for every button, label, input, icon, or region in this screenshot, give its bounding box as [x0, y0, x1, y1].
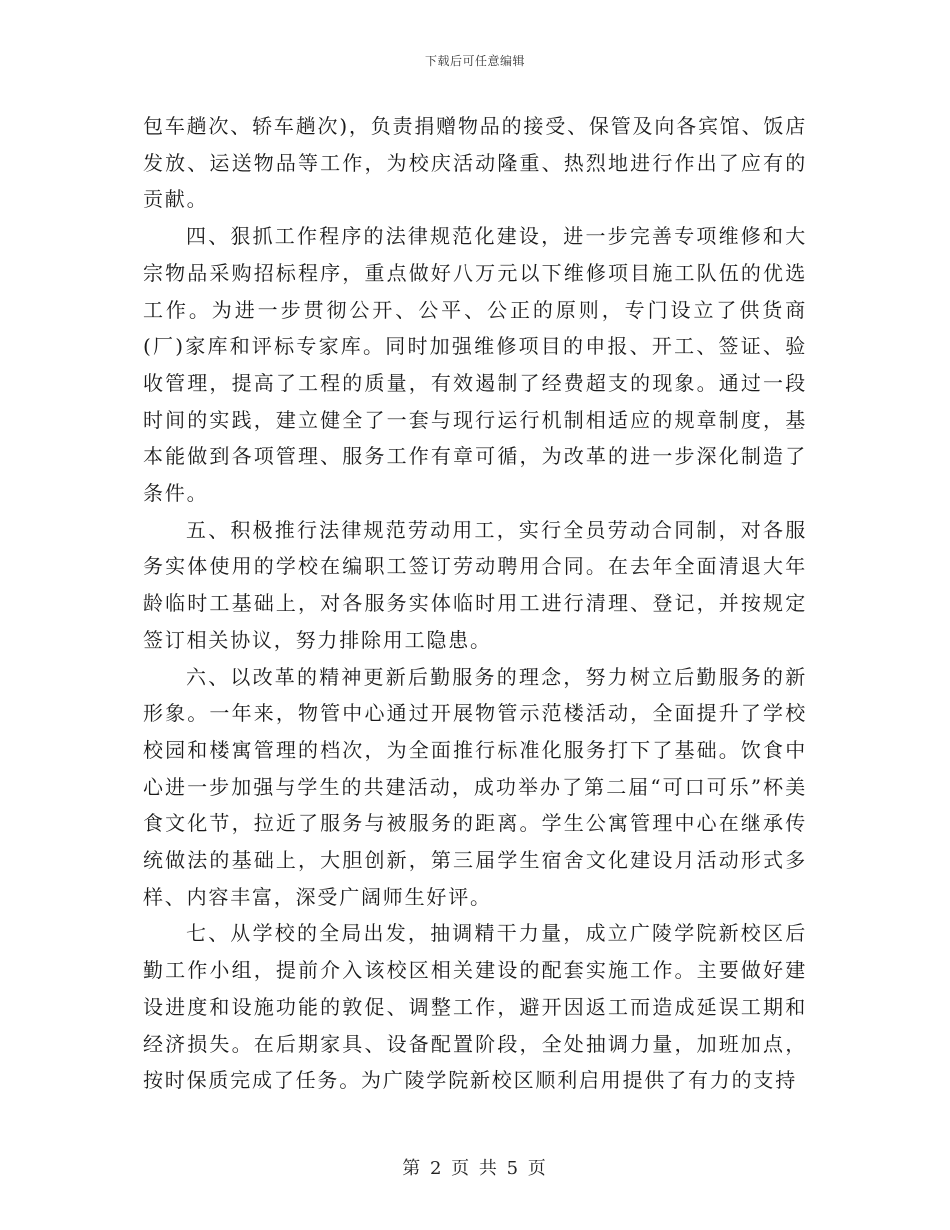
paragraph-section-7: 七、从学校的全局出发，抽调精干力量，成立广陵学院新校区后勤工作小组，提前介入该校区相关建设的配套实施工作。主要做好建设进度和设施功能的敦促、调整工作，避开因返工而造成延误工期和经济损失。在后期家具、设备配置阶段，全处抽调力量，加班加点，按时保质完成了任务。为广陵学院新校区顺利启用提供了有力的支持	[143, 921, 807, 1093]
document-body	[143, 108, 807, 1099]
paragraph-section-6: 六、以改革的精神更新后勤服务的理念，努力树立后勤服务的新形象。一年来，物管中心通过开展物管示范楼活动，全面提升了学校校园和楼寓管理的档次，为全面推行标准化服务打下了基础。饮食中心进一步加强与学生的共建活动，成功举办了第二届“可口可乐”杯美食文化节，拉近了服务与被服务的距离。学生公寓管理中心在继承传统做法的基础上，大胆创新，第三届学生宿舍文化建设月活动形式多样、内容丰富，深受广阔师生好评。	[143, 664, 807, 909]
paragraph-section-5: 五、积极推行法律规范劳动用工，实行全员劳动合同制，对各服务实体使用的学校在编职工签订劳动聘用合同。在去年全面清退大年龄临时工基础上，对各服务实体临时用工进行清理、登记，并按规定签订相关协议，努力排除用工隐患。	[143, 517, 807, 652]
paragraph-continuation: 包车趟次、轿车趟次)，负责捐赠物品的接受、保管及向各宾馆、饭店发放、运送物品等工作，为校庆活动隆重、热烈地进行作出了应有的贡献。	[143, 114, 807, 212]
download-note: 下载后可任意编辑	[424, 54, 525, 68]
page-number: 第 2 页 共 5 页	[402, 1158, 548, 1179]
paragraph-section-4: 四、狠抓工作程序的法律规范化建设，进一步完善专项维修和大宗物品采购招标程序，重点做好八万元以下维修项目施工队伍的优选工作。为进一步贯彻公开、公平、公正的原则，专门设立了供货商(厂)家库和评标专家库。同时加强维修项目的申报、开工、签证、验收管理，提高了工程的质量，有效遏制了经费超支的现象。通过一段时间的实践，建立健全了一套与现行运行机制相适应的规章制度，基本能做到各项管理、服务工作有章可循，为改革的进一步深化制造了条件。	[143, 224, 807, 506]
